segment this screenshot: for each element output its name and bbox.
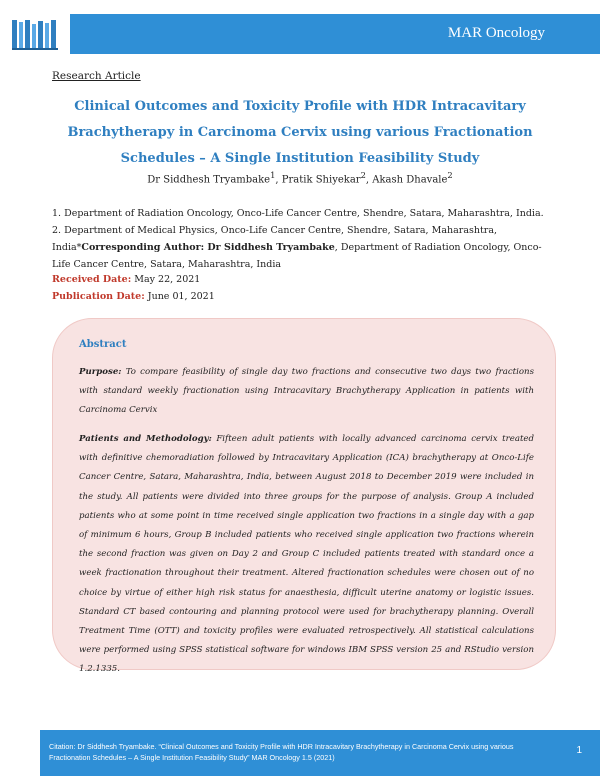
author-name: Dr Siddhesh Tryambake bbox=[147, 174, 271, 186]
corresponding-author-details: , Department of Radiation Oncology, Onco-Life Cancer Centre, Satara, Maharashtra, India bbox=[52, 242, 542, 270]
purpose-label: Purpose: bbox=[79, 367, 122, 377]
page-footer bbox=[40, 730, 600, 776]
received-date-label: Received Date: bbox=[52, 274, 132, 285]
journal-banner bbox=[70, 14, 600, 54]
author-name: Akash Dhavale bbox=[372, 174, 448, 186]
title-line: Clinical Outcomes and Toxicity Profile with HDR Intracavitary bbox=[74, 99, 526, 114]
received-date-value: May 22, 2021 bbox=[134, 274, 201, 285]
methods-label: Patients and Methodology: bbox=[79, 434, 212, 444]
page-header bbox=[0, 0, 600, 56]
affiliation-1: 1. Department of Radiation Oncology, Onco-Life Cancer Centre, Shendre, Satara, Maharashtra, India. bbox=[52, 208, 544, 219]
author-affiliation-mark: 2 bbox=[360, 170, 366, 180]
publication-date bbox=[52, 291, 215, 302]
citation-text: Citation: Dr Siddhesh Tryambake. “Clinical Outcomes and Toxicity Profile with HDR Intracavitary Brachytherapy in Carcinoma Cervix using various Fractionation Schedules – A Single Institution Feasibility Study” MAR Oncology 1.5 (2021) bbox=[49, 742, 514, 762]
abstract-heading: Abstract bbox=[79, 339, 127, 350]
title-line: Brachytherapy in Carcinoma Cervix using various Fractionation bbox=[67, 125, 533, 140]
affiliation-2 bbox=[52, 222, 552, 273]
received-date bbox=[52, 274, 200, 285]
methods-text: Fifteen adult patients with locally advanced carcinoma cervix treated with definitive chemoradiation followed by Intracavitary Application (ICA) brachytherapy at Onco-Life Cancer Centre, Satara, Maharashtra, India, between August 2018 to December 2019 were included in the study. All patients were divided into three groups for the purpose of analysis. Group A included patients who at some point in time received single application two fractions in a single day with a gap of minimum 6 hours, Group B included patients who received single application two fractions wherein the second fraction was given on Day 2 and Group C included patients treated with standard once a week fractionation throughout their treatment. Altered fractionation schedules were chosen out of no choice by virtue of either high risk status for anaesthesia, difficult uterine anatomy or logistic issues. Standard CT based contouring and planning protocol were used for brachytherapy planning. Overall Treatment Time (OTT) and toxicity profiles were evaluated retrospectively. All statistical calculations were performed using SPSS statistical software for windows IBM SPSS version 25 and RStudio version 1.2.1335. bbox=[79, 434, 534, 675]
publication-date-label: Publication Date: bbox=[52, 291, 145, 302]
article-title bbox=[40, 94, 560, 172]
affiliation-2-text: 2. Department of Medical Physics, Onco-Life Cancer Centre, Shendre, Satara, Maharashtra, India bbox=[52, 225, 498, 253]
article-type: Research Article bbox=[52, 70, 141, 82]
author-affiliation-mark: 1 bbox=[270, 170, 276, 180]
journal-name: MAR Oncology bbox=[447, 25, 545, 41]
books-icon bbox=[12, 18, 62, 50]
abstract-box bbox=[52, 318, 556, 675]
purpose-text: To compare feasibility of single day two fractions and consecutive two days two fractions with standard weekly fractionation using Intracavitary Brachytherapy Application in patients with Carcinoma Cervix bbox=[79, 367, 534, 416]
corresponding-marker: * bbox=[76, 242, 82, 253]
abstract-purpose bbox=[79, 363, 534, 421]
page-number: 1 bbox=[576, 745, 582, 756]
author-name: Pratik Shiyekar bbox=[281, 174, 361, 186]
publication-date-value: June 01, 2021 bbox=[147, 291, 215, 302]
author-list: Dr Siddhesh Tryambake$^1$, Pratik Shiyekar$^2$, Akash Dhavale$^2$ bbox=[147, 170, 453, 186]
title-line: Schedules – A Single Institution Feasibility Study bbox=[120, 151, 480, 166]
corresponding-author-label: Corresponding Author: Dr Siddhesh Tryambake bbox=[81, 242, 335, 253]
author-affiliation-mark: 2 bbox=[447, 170, 453, 180]
abstract-methods bbox=[79, 430, 534, 680]
